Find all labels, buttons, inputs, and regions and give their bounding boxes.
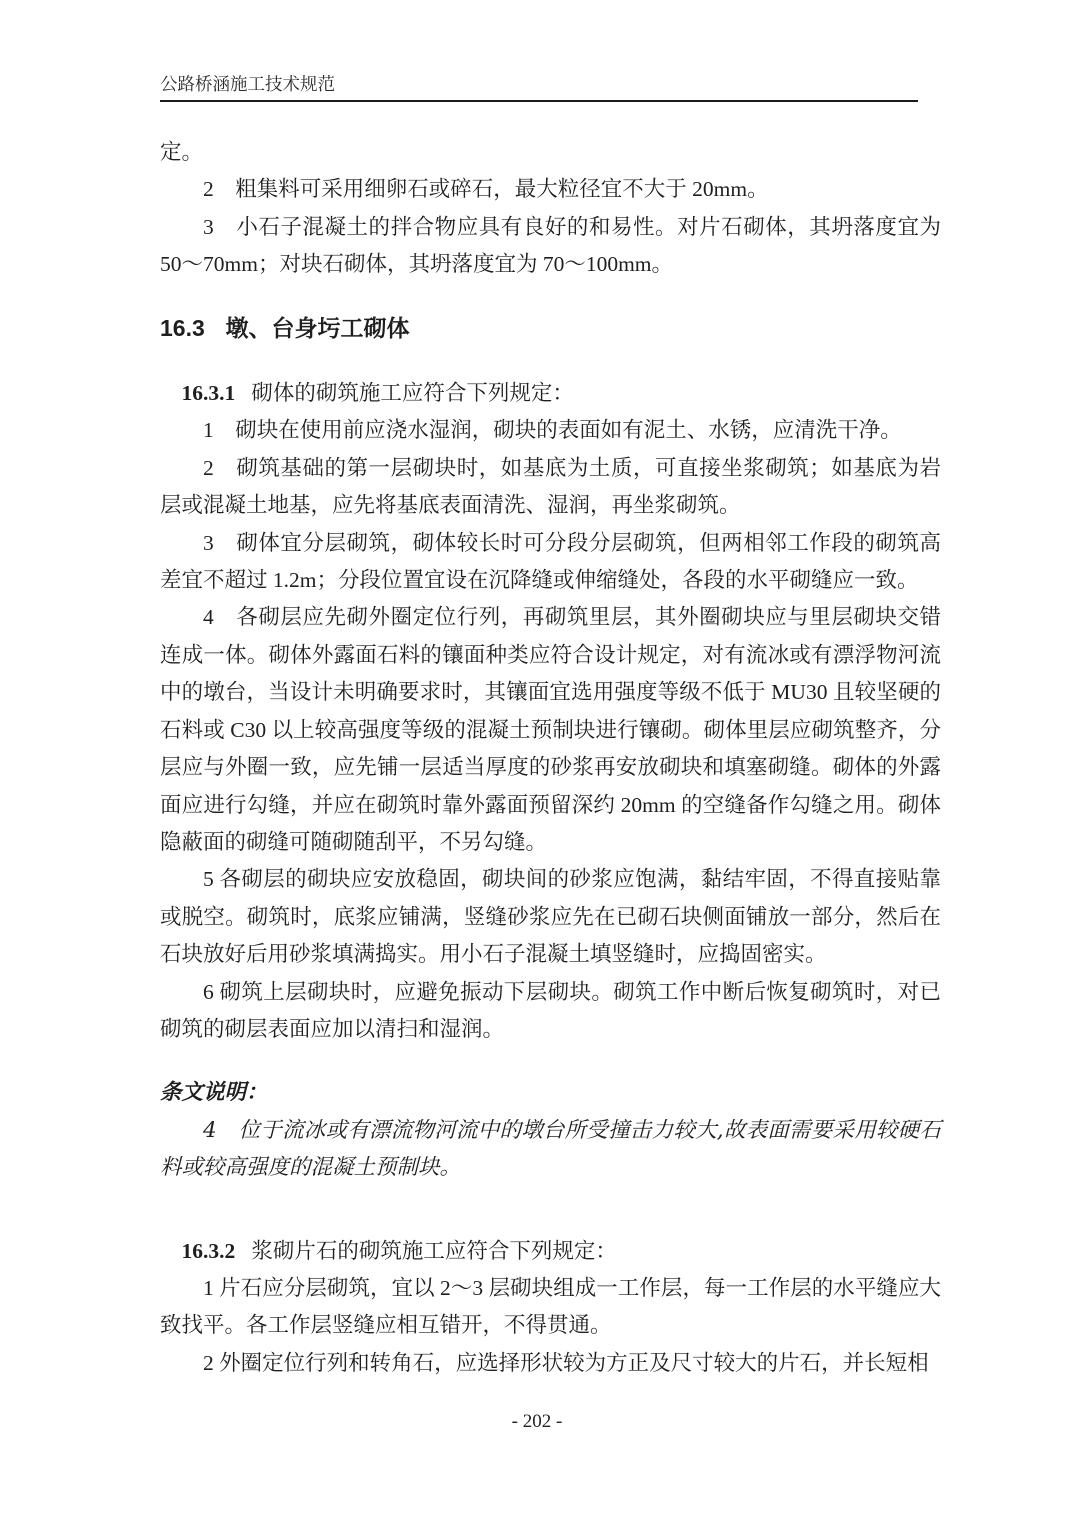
section-heading-16-3 [160, 310, 941, 347]
section-title: 墩、台身圬工砌体 [225, 314, 410, 341]
clause-title: 浆砌片石的砌筑施工应符合下列规定： [251, 1238, 617, 1263]
clause-16-3-1 [160, 375, 941, 1048]
clause-item: 1 片石应分层砌筑，宜以 2～3 层砌块组成一工作层，每一工作层的水平缝应大致找平。各工作层竖缝应相互错开，不得贯通。 [160, 1275, 941, 1338]
clause-heading-16-3-1 [160, 375, 941, 412]
intro-list-item-3: 3 小石子混凝土的拌合物应具有良好的和易性。对片石砌体，其坍落度宜为 50～70mm；对块石砌体，其坍落度宜为 70～100mm。 [160, 214, 941, 277]
clause-item: 6 砌筑上层砌块时，应避免振动下层砌块。砌筑工作中断后恢复砌筑时，对已砌筑的砌层表面应加以清扫和湿润。 [160, 979, 941, 1041]
clause-number: 16.3.1 [181, 381, 236, 406]
clause-item: 2 外圈定位行列和转角石，应选择形状较为方正及尺寸较大的片石，并长短相 [203, 1350, 929, 1375]
clause-item: 3 砌体宜分层砌筑，砌体较长时可分段分层砌筑，但两相邻工作段的砌筑高差宜不超过 1.2m；分段位置宜设在沉降缝或伸缩缝处，各段的水平砌缝应一致。 [160, 530, 941, 593]
clause-item: 2 砌筑基础的第一层砌块时，如基底为土质，可直接坐浆砌筑；如基底为岩层或混凝土地基，应先将基底表面清洗、湿润，再坐浆砌筑。 [160, 455, 941, 518]
page-number: - 202 - [511, 1411, 563, 1432]
running-head-title: 公路桥涵施工技术规范 [160, 74, 335, 94]
commentary-heading: 条文说明： [160, 1080, 268, 1106]
page-footer [0, 1408, 1074, 1436]
page-header [160, 72, 918, 102]
clause-item: 5 各砌层的砌块应安放稳固，砌块间的砂浆应饱满，黏结牢固，不得直接贴靠或脱空。砌筑时，底浆应铺满，竖缝砂浆应先在已砌石块侧面铺放一部分，然后在石块放好后用砂浆填满捣实。用小石子混凝土填竖缝时，应捣固密实。 [160, 867, 941, 967]
paragraph-continuation: 定。 [160, 140, 204, 164]
clause-number: 16.3.2 [181, 1238, 236, 1263]
clause-title: 砌体的砌筑施工应符合下列规定： [251, 381, 574, 406]
clause-16-3-2 [160, 1233, 941, 1383]
clause-item: 1 砌块在使用前应浇水湿润，砌块的表面如有泥土、水锈，应清洗干净。 [203, 418, 902, 443]
page-body [160, 134, 941, 1382]
clause-heading-16-3-2 [160, 1233, 941, 1270]
clause-item: 4 各砌层应先砌外圈定位行列，再砌筑里层，其外圈砌块应与里层砌块交错连成一体。砌体外露面石料的镶面种类应符合设计规定，对有流冰或有漂浮物河流中的墩台，当设计未明确要求时，其镶面宜选用强度等级不低于 MU30 且较坚硬的石料或 C30 以上较高强度等级的混凝土预制块进行镶砌。砌体里层应砌筑整齐，分层应与外圈一致，应先铺一层适当厚度的砂浆再安放砌块和填塞砌缝。砌体的外露面应进行勾缝，并应在砌筑时靠外露面预留深约 20mm 的空缝备作勾缝之用。砌体隐蔽面的砌缝可随砌随刮平，不另勾缝。 [160, 605, 941, 854]
intro-list-item-2: 2 粗集料可采用细卵石或碎石，最大粒径宜不大于 20mm。 [203, 177, 769, 202]
commentary-section [160, 1074, 941, 1186]
section-number: 16.3 [160, 314, 205, 341]
commentary-item: 4 位于流冰或有漂流物河流中的墩台所受撞击力较大,故表面需要采用较硬石料或较高强度的混凝土预制块。 [160, 1117, 941, 1181]
